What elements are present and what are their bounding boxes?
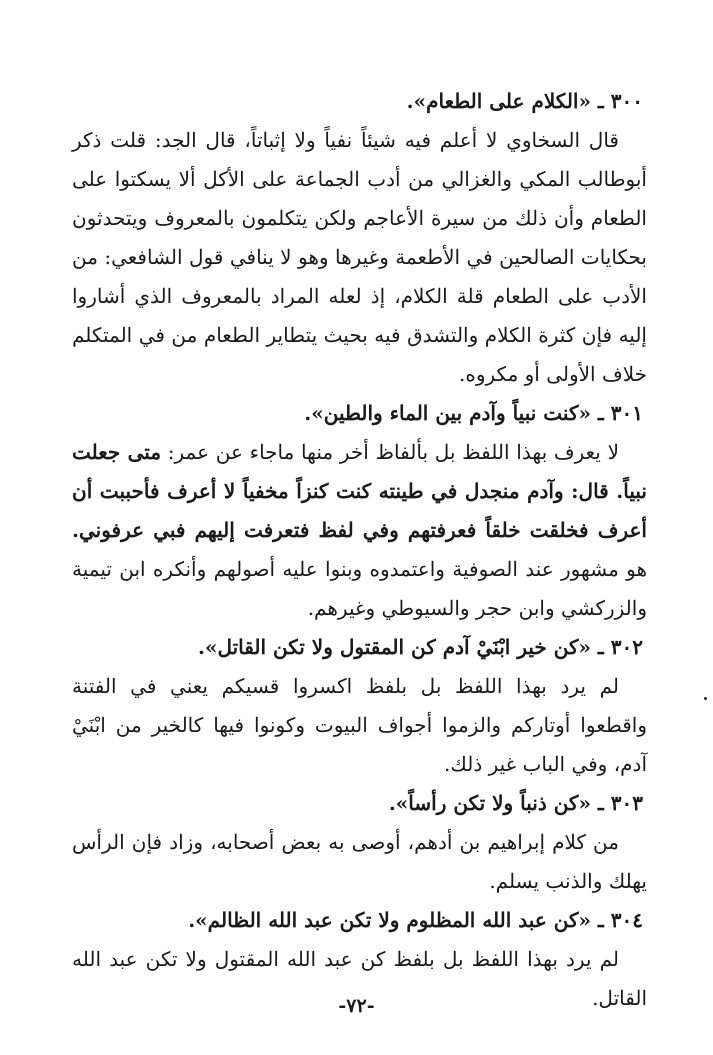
paragraph-text: هو مشهور عند الصوفية واعتمدوه وبنوا عليه أصولهم وأنكره ابن تيمية والزركشي وابن حجر والسيوطي وغيرهم. xyxy=(72,557,647,620)
paragraph-text: لا يعرف بهذا اللفظ بل بألفاظ أخر منها ماجاء عن عمر: xyxy=(161,440,619,464)
paragraph-text: من كلام إبراهيم بن أدهم، أوصى به بعض أصحابه، وزاد فإن الرأس يهلك والذنب يسلم. xyxy=(72,830,647,893)
entry-dash: ـ xyxy=(590,89,611,113)
entry-title: «كنت نبياً وآدم بين الماء والطين». xyxy=(304,401,591,425)
entry-heading xyxy=(72,82,647,121)
entry-title: «كن خير ابْنَيْ آدم كن المقتول ولا تكن القاتل». xyxy=(198,635,591,659)
entry-dash: ـ xyxy=(590,908,611,932)
paragraph-text: لم يرد بهذا اللفظ بل بلفظ اكسروا قسيكم يعني في الفتنة واقطعوا أوتاركم والزموا أجواف البيوت وكونوا فيها كالخير من ابْنَيْ آدم، وفي الباب غير ذلك. xyxy=(72,674,647,776)
entry-number: ٣٠٣ xyxy=(610,791,643,815)
entry-heading xyxy=(72,628,647,667)
entry-paragraph xyxy=(72,667,647,784)
entry-heading xyxy=(72,784,647,823)
entry-dash: ـ xyxy=(590,791,611,815)
entry-paragraph xyxy=(72,121,647,394)
entry-paragraph xyxy=(72,433,647,628)
margin-mark xyxy=(704,697,707,700)
entry-title: «كن ذنباً ولا تكن رأساً». xyxy=(388,791,591,815)
entry-title: «كن عبد الله المظلوم ولا تكن عبد الله الظالم». xyxy=(188,908,591,932)
entry-٣٠٢ xyxy=(72,628,647,784)
entry-title: «الكلام على الطعام». xyxy=(406,89,591,113)
page-number: -٧٢- xyxy=(338,995,375,1017)
entry-number: ٣٠٢ xyxy=(610,635,643,659)
paragraph-text: قال السخاوي لا أعلم فيه شيئاً نفياً ولا إثباتاً، قال الجد: قلت ذكر أبوطالب المكي والغزالي من أدب الجماعة على الأكل ألا يسكتوا على الطعام وأن ذلك من سيرة الأعاجم ولكن يتكلمون بالمعروف ويتحدثون بحكايات الصالحين في الأطعمة وغيرها وهو لا ينافي قول الشافعي: من الأدب على الطعام قلة الكلام، إذ لعله المراد بالمعروف الذي أشاروا إليه فإن كثرة الكلام والتشدق فيه بحيث يتطاير الطعام من في المتكلم خلاف الأولى أو مكروه. xyxy=(72,128,647,386)
paragraph-text: لم يرد بهذا اللفظ بل بلفظ كن عبد الله المقتول ولا تكن عبد الله القاتل. xyxy=(72,947,647,1010)
entry-٣٠٣ xyxy=(72,784,647,901)
entry-dash: ـ xyxy=(590,401,611,425)
entry-number: ٣٠٤ xyxy=(610,908,643,932)
page-body xyxy=(72,82,647,1018)
entry-٣٠١ xyxy=(72,394,647,628)
entry-٣٠٠ xyxy=(72,82,647,394)
entry-dash: ـ xyxy=(590,635,611,659)
entry-heading xyxy=(72,394,647,433)
entries-list xyxy=(72,82,647,1018)
entry-heading xyxy=(72,901,647,940)
quoted-text: متى جعلت نبياً. قال: وآدم منجدل في طينته كنت كنزاً مخفياً لا أعرف فأحببت أن أعرف فخلقت خلقاً فعرفتهم وفي لفظ فتعرفت إليهم فبي عرفوني. xyxy=(72,440,647,542)
entry-number: ٣٠٠ xyxy=(610,89,643,113)
entry-number: ٣٠١ xyxy=(610,401,643,425)
entry-paragraph xyxy=(72,823,647,901)
